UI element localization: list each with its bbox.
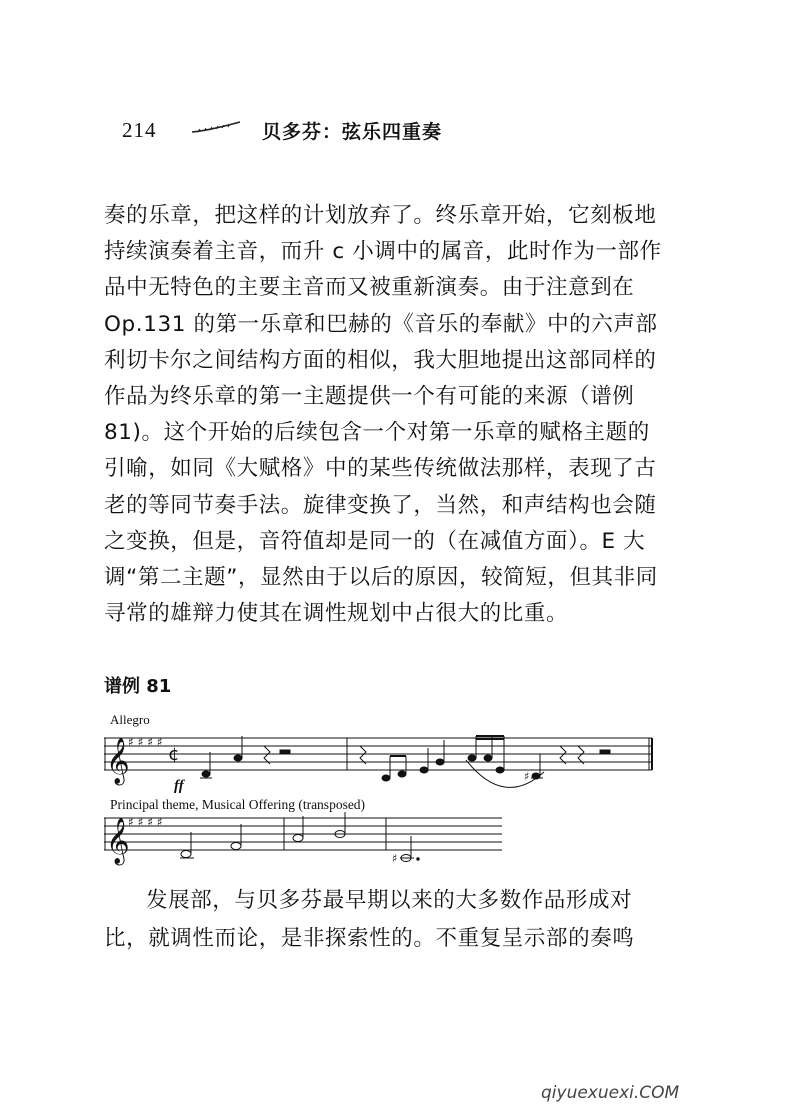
tempo-marking: Allegro <box>110 712 150 727</box>
running-title: 贝多芬：弦乐四重奏 <box>262 121 443 143</box>
treble-clef-1: 𝄞 <box>106 738 130 784</box>
staff-1 <box>104 738 652 770</box>
main-text <box>104 198 664 632</box>
running-head-ornament <box>190 120 242 134</box>
key-signature-1: ♯ ♯ ♯ ♯ <box>128 735 163 749</box>
dynamic-marking: ff <box>174 778 184 794</box>
second-staff-caption: Principal theme, Musical Offering (transposed) <box>110 797 366 812</box>
music-example-label: 谱例 81 <box>104 676 172 697</box>
key-signature-2: ♯ ♯ ♯ ♯ <box>128 815 163 829</box>
svg-text:♯: ♯ <box>392 852 398 865</box>
treble-clef-2: 𝄞 <box>106 818 130 864</box>
paragraph-1: 奏的乐章，把这样的计划放弃了。终乐章开始，它刻板地持续演奏着主音，而升 c 小调中的属音，此时作为一部作品中无特色的主要主音而又被重新演奏。由于注意到在 Op.131 的第一乐章和巴赫的《音乐的奉献》中的六声部利切卡尔之间结构方面的相似，我大胆地提出这部同样的作品为终乐章的第一主题提供一个有可能的来源（谱例 81)。这个开始的后续包含一个对第一乐章的赋格主题的引喻，如同《大赋格》中的某些传统做法那样，表现了古老的等同节奏手法。旋律变换了，当然，和声结构也会随之变换，但是，音符值却是同一的（在减值方面）。E 大调“第二主题”，显然由于以后的原因，较简短，但其非同寻常的雄辩力使其在调性规划中占很大的比重。 <box>104 203 662 627</box>
time-signature: ¢ <box>168 744 180 765</box>
music-score <box>104 720 664 870</box>
watermark: qiyuexuexi.COM <box>541 1083 680 1103</box>
staff-2-notes <box>180 812 419 865</box>
svg-text:♯: ♯ <box>524 770 530 783</box>
page-number: 214 <box>122 118 157 142</box>
paragraph-2: 发展部，与贝多芬最早期以来的大多数作品形成对比，就调性而论，是非探索性的。不重复呈示部的奏鸣 <box>104 888 635 951</box>
